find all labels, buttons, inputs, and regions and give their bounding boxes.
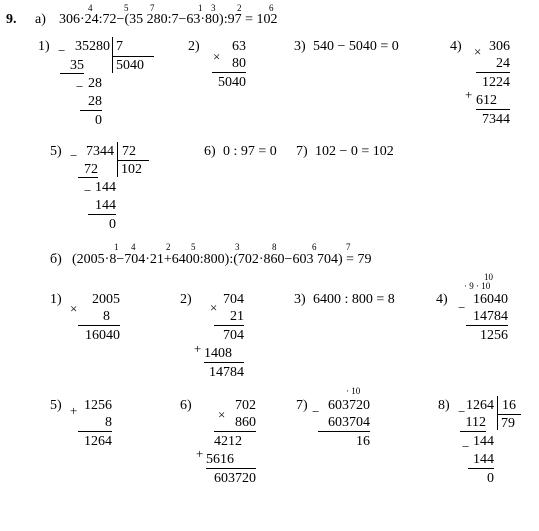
part-a-label: а)	[35, 12, 46, 27]
partial-product: 1408	[204, 346, 232, 361]
partial-product: 1224	[482, 75, 510, 90]
multiplier: 24	[496, 56, 510, 71]
division-step: 0	[95, 113, 102, 128]
difference: 16	[356, 434, 370, 449]
order-mark: 7	[150, 3, 155, 13]
problem-number: 9.	[6, 12, 17, 27]
order-mark: 4	[88, 3, 93, 13]
order-mark: 1	[198, 3, 203, 13]
division-step: 28	[88, 76, 102, 91]
product: 16040	[85, 328, 120, 343]
equation: 6400 : 800 = 8	[313, 292, 395, 307]
multiplicand: 704	[223, 292, 244, 307]
order-mark: 8	[272, 242, 277, 252]
division-step: 144	[95, 180, 116, 195]
addend: 1256	[84, 398, 112, 413]
step-label: 6)	[204, 144, 216, 159]
multiplicand: 702	[235, 398, 256, 413]
multiplicand: 306	[489, 39, 510, 54]
minuend: 16040	[473, 292, 508, 307]
subtrahend: 14784	[473, 309, 508, 324]
quotient: 102	[121, 162, 142, 177]
quotient: 79	[501, 416, 515, 431]
division-step: 28	[88, 94, 102, 109]
step-label: 4)	[450, 39, 462, 54]
step-label: 2)	[180, 292, 192, 307]
multiplicand: 2005	[92, 292, 120, 307]
sum: 1264	[84, 434, 112, 449]
order-mark: 1	[114, 242, 119, 252]
order-mark: 3	[211, 3, 216, 13]
quotient: 5040	[116, 58, 144, 73]
order-mark: 5	[191, 242, 196, 252]
order-mark: 7	[346, 242, 351, 252]
division-step: 35	[70, 58, 84, 73]
multiplier: 21	[230, 309, 244, 324]
addend: 8	[105, 415, 112, 430]
product: 5040	[218, 75, 246, 90]
partial-product: 612	[476, 93, 497, 108]
equation: 540 − 5040 = 0	[313, 39, 399, 54]
order-mark: 5	[124, 3, 129, 13]
step-label: 2)	[188, 39, 200, 54]
step-label: 5)	[50, 144, 62, 159]
divisor: 16	[502, 398, 516, 413]
step-label: 1)	[50, 292, 62, 307]
borrow-marks: · 9 · 10	[464, 281, 491, 291]
division-step: 0	[487, 471, 494, 486]
product: 603720	[214, 471, 256, 486]
division-step: 144	[473, 434, 494, 449]
minuend: 603720	[328, 398, 370, 413]
division-step: 144	[95, 198, 116, 213]
order-mark: 2	[166, 242, 171, 252]
subtrahend: 603704	[328, 415, 370, 430]
order-mark: 3	[235, 242, 240, 252]
step-label: 7)	[296, 398, 308, 413]
dividend: 35280	[75, 39, 110, 54]
step-label: 1)	[38, 39, 50, 54]
product: 7344	[482, 112, 510, 127]
partial-product: 704	[223, 328, 244, 343]
order-mark: 4	[131, 242, 136, 252]
multiplier: 8	[103, 309, 110, 324]
partial-product: 5616	[206, 452, 234, 467]
divisor: 72	[122, 144, 136, 159]
division-step: 0	[109, 217, 116, 232]
divisor: 7	[116, 39, 123, 54]
step-label: 7)	[296, 144, 308, 159]
multiplicand: 63	[232, 39, 246, 54]
step-label: 8)	[438, 398, 450, 413]
order-mark: 2	[237, 3, 242, 13]
step-label: 4)	[436, 292, 448, 307]
borrow-marks: · 10	[346, 386, 361, 396]
division-step: 144	[473, 452, 494, 467]
division-step: 112	[465, 415, 486, 430]
page: 9. а) 306·24:72−(35 280:7−63·80):97 = 102 4 5 7 1 3 2 6 1) − 35280 7 5040 35 − 28 28 0 2) × 63 80 5040 3) 540 − 5040 = 0 4) × 306 24 1224 + 612 7344 5) − 7344 72 102 72 − 144 144 0 6) 0 : 97 = 0 7) 102 − 0 = 102 б) (2005·8−704·21+6400:800):(702·860−603 704) = 79 1 4 2 5 3 8 6 7 1) × 2005 8 16040 2) × 704 21 704 + 1408 14784 3) 6400 : 800 = 8 4) · 9 · 10 10 − 16040 14784 1256 5) + 1256 8 1264 6) × 702 860 4212 + 5616 603720 7) · 10 − 603720 603704 16 8) − 1264 16 79 112 − 144 144 0	[0, 0, 539, 531]
partial-product: 4212	[214, 434, 242, 449]
part-a-expression: 306·24:72−(35 280:7−63·80):97 = 102	[59, 12, 278, 27]
step-label: 5)	[50, 398, 62, 413]
division-step: 72	[84, 162, 98, 177]
difference: 1256	[480, 328, 508, 343]
part-b-expression: (2005·8−704·21+6400:800):(702·860−603 704) = 79	[72, 252, 372, 267]
multiplier: 80	[232, 56, 246, 71]
step-label: 3)	[294, 292, 306, 307]
equation: 0 : 97 = 0	[223, 144, 277, 159]
dividend: 7344	[86, 144, 114, 159]
borrow-marks: 10	[484, 272, 493, 282]
order-mark: 6	[269, 3, 274, 13]
order-mark: 6	[312, 242, 317, 252]
product: 14784	[209, 365, 244, 380]
part-b-label: б)	[50, 252, 62, 267]
dividend: 1264	[466, 398, 494, 413]
step-label: 3)	[294, 39, 306, 54]
equation: 102 − 0 = 102	[315, 144, 394, 159]
multiplier: 860	[235, 415, 256, 430]
step-label: 6)	[180, 398, 192, 413]
